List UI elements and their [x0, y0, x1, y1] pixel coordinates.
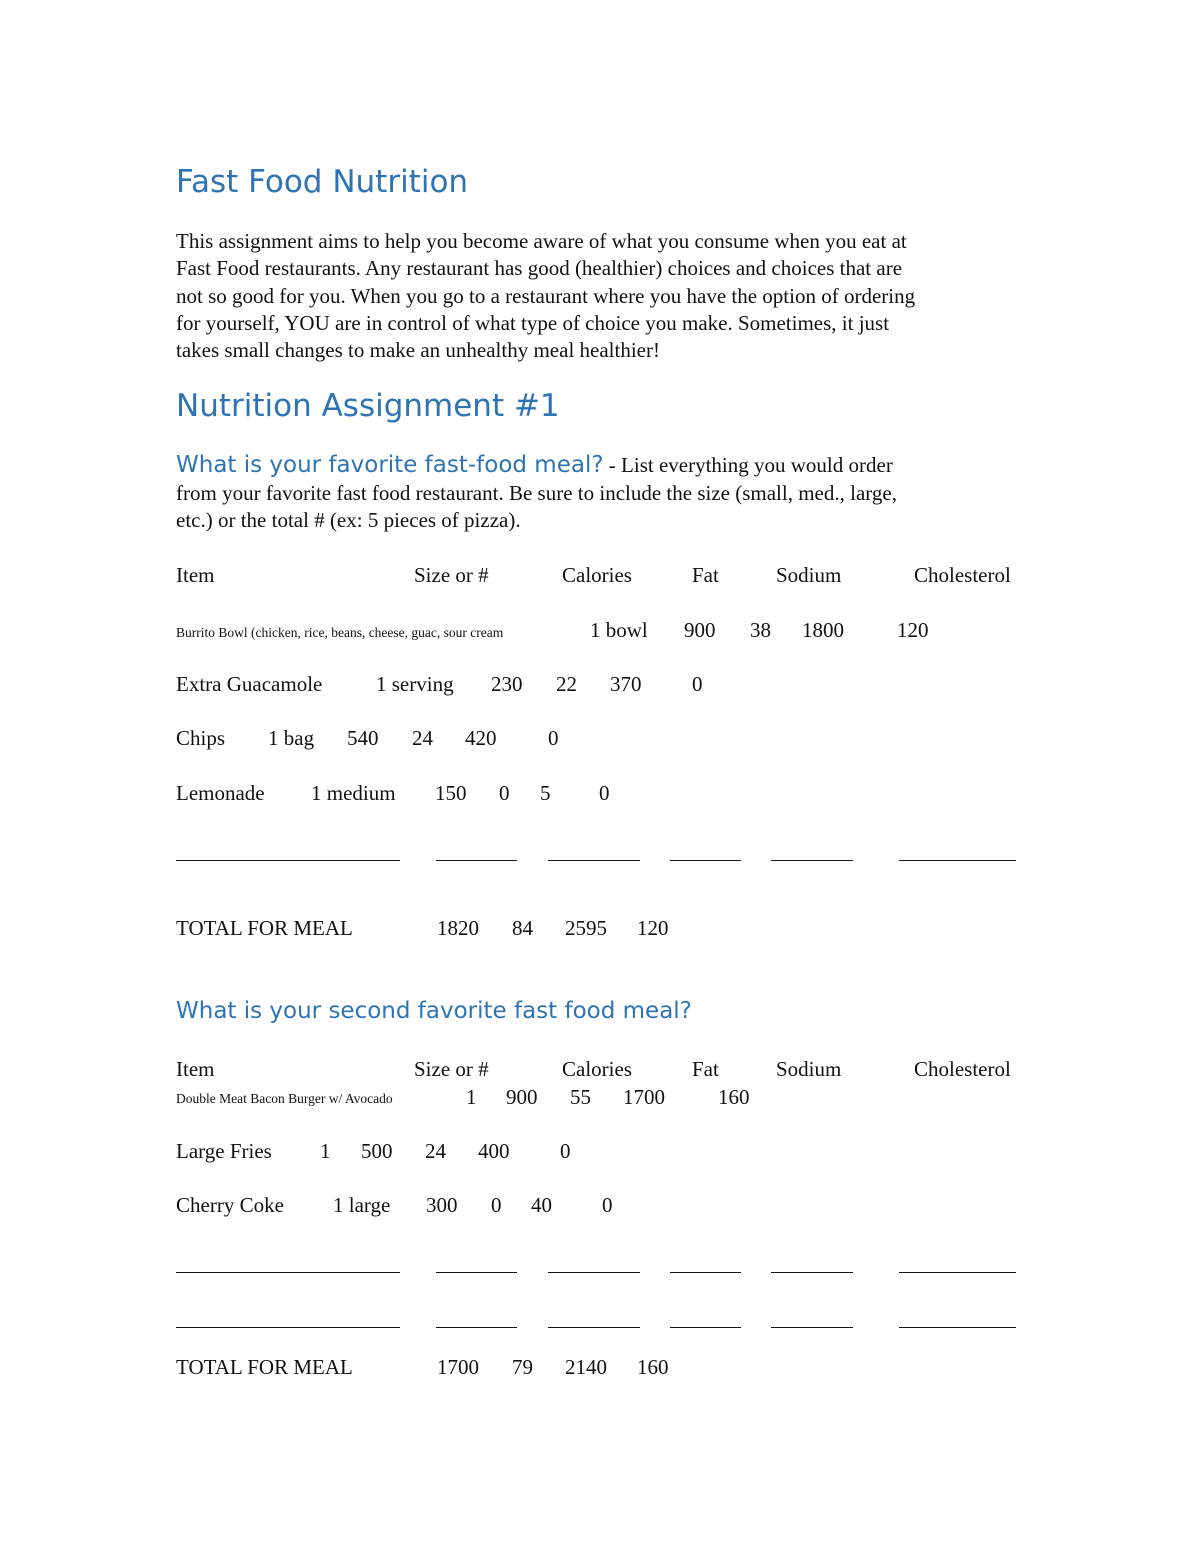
cell-item: Burrito Bowl (chicken, rice, beans, cheese, guac, sour cream	[176, 625, 504, 640]
cell-fat: 24	[425, 1139, 446, 1163]
column-header-size: Size or #	[414, 1057, 489, 1081]
cell-calories: 540	[347, 726, 379, 750]
total-calories: 1700	[437, 1355, 479, 1379]
cell-sodium: 400	[478, 1139, 510, 1163]
cell-item: Lemonade	[176, 781, 265, 805]
cell-fat: 22	[556, 672, 577, 696]
cell-size: 1 bag	[268, 726, 315, 750]
blank-line	[548, 1327, 640, 1328]
blank-line	[771, 1327, 853, 1328]
intro-line: This assignment aims to help you become aware of what you consume when you eat at	[176, 229, 907, 253]
meal1-instruction: etc.) or the total # (ex: 5 pieces of pizza).	[176, 508, 521, 532]
total-sodium: 2140	[565, 1355, 607, 1379]
column-header-item: Item	[176, 563, 215, 587]
cell-calories: 230	[491, 672, 523, 696]
cell-cholesterol: 120	[897, 618, 929, 642]
meal1-question: What is your favorite fast-food meal?	[176, 452, 604, 478]
column-header-item: Item	[176, 1057, 215, 1081]
blank-line	[436, 1327, 517, 1328]
cell-calories: 150	[435, 781, 467, 805]
total-label: TOTAL FOR MEAL	[176, 916, 353, 940]
blank-line	[899, 1272, 1016, 1273]
assignment-heading: Nutrition Assignment #1	[176, 388, 560, 424]
cell-cholesterol: 0	[548, 726, 559, 750]
total-calories: 1820	[437, 916, 479, 940]
intro-line: not so good for you. When you go to a restaurant where you have the option of ordering	[176, 283, 916, 308]
cell-fat: 24	[412, 726, 433, 750]
cell-size: 1	[320, 1139, 331, 1163]
column-header-size: Size or #	[414, 563, 489, 587]
cell-size: 1 bowl	[590, 618, 648, 642]
cell-cholesterol: 0	[560, 1139, 571, 1163]
cell-size: 1	[466, 1085, 477, 1109]
column-header-sodium: Sodium	[776, 563, 842, 587]
cell-size: 1 serving	[376, 672, 454, 696]
column-header-calories: Calories	[562, 1057, 632, 1081]
cell-cholesterol: 160	[718, 1085, 750, 1109]
blank-line	[176, 860, 400, 861]
blank-line	[899, 1327, 1016, 1328]
intro-paragraph	[176, 228, 1036, 364]
column-header-fat: Fat	[692, 1057, 719, 1081]
total-sodium: 2595	[565, 916, 607, 940]
cell-item: Double Meat Bacon Burger w/ Avocado	[176, 1091, 393, 1106]
cell-sodium: 1700	[623, 1085, 665, 1109]
cell-item: Large Fries	[176, 1139, 272, 1163]
cell-cholesterol: 0	[692, 672, 703, 696]
meal2-question-block	[176, 998, 1036, 1026]
total-cholesterol: 160	[637, 1355, 669, 1379]
cell-item: Chips	[176, 726, 226, 750]
blank-line	[670, 860, 741, 861]
cell-fat: 55	[570, 1085, 591, 1109]
cell-calories: 300	[426, 1193, 458, 1217]
intro-line: Fast Food restaurants. Any restaurant has good (healthier) choices and choices that are	[176, 256, 903, 281]
cell-calories: 900	[684, 618, 716, 642]
document-title: Fast Food Nutrition	[176, 164, 469, 200]
blank-line	[771, 860, 853, 861]
total-label: TOTAL FOR MEAL	[176, 1355, 353, 1379]
cell-size: 1 large	[333, 1193, 391, 1217]
blank-line	[670, 1327, 741, 1328]
cell-item: Cherry Coke	[176, 1193, 284, 1217]
cell-fat: 0	[491, 1193, 502, 1217]
blank-line	[771, 1272, 853, 1273]
meal1-question-block	[176, 452, 1036, 535]
blank-line	[436, 1272, 517, 1273]
cell-fat: 38	[750, 618, 771, 642]
blank-line	[176, 1272, 400, 1273]
cell-fat: 0	[499, 781, 510, 805]
total-cholesterol: 120	[637, 916, 669, 940]
blank-line	[548, 860, 640, 861]
cell-item: Extra Guacamole	[176, 672, 323, 696]
column-header-calories: Calories	[562, 563, 632, 587]
total-fat: 79	[512, 1355, 533, 1379]
blank-line	[176, 1327, 400, 1328]
blank-line	[548, 1272, 640, 1273]
total-fat: 84	[512, 916, 533, 940]
cell-sodium: 5	[540, 781, 551, 805]
intro-line: for yourself, YOU are in control of what type of choice you make. Sometimes, it just	[176, 310, 890, 335]
cell-sodium: 420	[465, 726, 497, 750]
cell-calories: 900	[506, 1085, 538, 1109]
blank-line	[899, 860, 1016, 861]
meal2-question: What is your second favorite fast food meal?	[176, 998, 692, 1024]
blank-line	[436, 860, 517, 861]
intro-line: takes small changes to make an unhealthy meal healthier!	[176, 338, 660, 363]
cell-sodium: 40	[531, 1193, 552, 1217]
cell-calories: 500	[361, 1139, 393, 1163]
cell-cholesterol: 0	[599, 781, 610, 805]
cell-size: 1 medium	[311, 781, 396, 805]
blank-line	[670, 1272, 741, 1273]
cell-sodium: 370	[610, 672, 642, 696]
meal1-instruction: from your favorite fast food restaurant. Be sure to include the size (small, med., large,	[176, 480, 897, 505]
column-header-fat: Fat	[692, 563, 719, 587]
column-header-cholesterol: Cholesterol	[914, 1057, 1011, 1081]
column-header-cholesterol: Cholesterol	[914, 563, 1011, 587]
cell-sodium: 1800	[802, 618, 844, 642]
cell-cholesterol: 0	[602, 1193, 613, 1217]
meal1-instruction: - List everything you would order	[603, 453, 893, 477]
column-header-sodium: Sodium	[776, 1057, 842, 1081]
